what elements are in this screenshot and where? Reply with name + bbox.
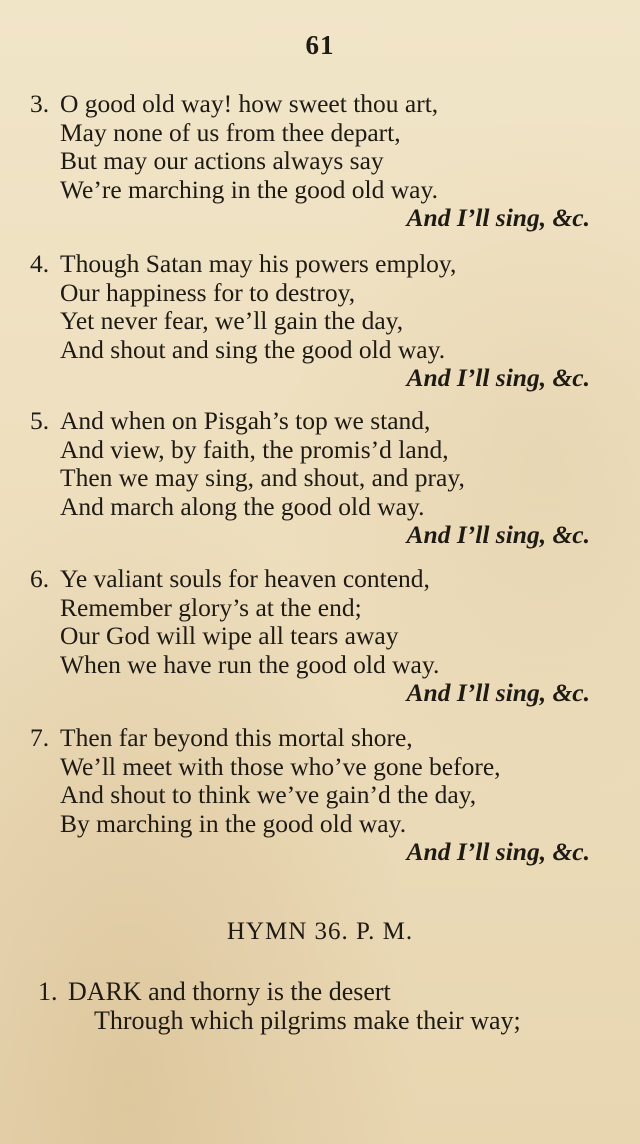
chorus-line: And I’ll sing, &c. [406, 520, 590, 550]
stanza-line: We’ll meet with those who’ve gone before, [60, 751, 501, 781]
stanza-line: And shout and sing the good old way. [60, 334, 446, 364]
stanza-line: By marching in the good old way. [60, 808, 407, 838]
stanza-line: And view, by faith, the promis’d land, [60, 434, 449, 464]
stanza-7 [30, 724, 590, 867]
stanza-line: And march along the good old way. [60, 491, 425, 521]
stanza-3 [30, 90, 590, 233]
chorus-line: And I’ll sing, &c. [406, 363, 590, 393]
stanza-number: 6. [30, 564, 50, 593]
stanza-line: 4. Though Satan may his powers employ, [30, 249, 457, 278]
chorus-line: And I’ll sing, &c. [406, 203, 590, 233]
stanza-5 [30, 407, 590, 550]
hymn-stanza-1 [38, 978, 598, 1035]
stanza-line: Through which pilgrims make their way; [94, 1005, 521, 1035]
stanza-number: 5. [30, 406, 50, 435]
stanza-number: 1. [38, 977, 58, 1006]
hymn-title: HYMN 36. P. M. [226, 918, 414, 945]
stanza-line: 6. Ye valiant souls for heaven contend, [30, 564, 430, 593]
page-number: 61 [305, 30, 335, 60]
stanza-line: We’re marching in the good old way. [60, 174, 438, 204]
stanza-line: Then we may sing, and shout, and pray, [60, 463, 465, 493]
stanza-number: 3. [30, 89, 50, 118]
stanza-6 [30, 565, 590, 708]
stanza-line: 3. O good old way! how sweet thou art, [30, 89, 439, 118]
stanza-line: But may our actions always say [60, 146, 384, 176]
stanza-line: 7. Then far beyond this mortal shore, [30, 723, 413, 752]
stanza-line: 5. And when on Pisgah’s top we stand, [30, 406, 431, 435]
stanza-line: Remember glory’s at the end; [60, 592, 362, 622]
stanza-line: Yet never fear, we’ll gain the day, [60, 306, 404, 336]
stanza-number: 4. [30, 249, 50, 278]
stanza-line: Our God will wipe all tears away [60, 621, 399, 651]
chorus-line: And I’ll sing, &c. [406, 837, 590, 867]
stanza-4 [30, 250, 590, 393]
stanza-line: When we have run the good old way. [60, 649, 440, 679]
stanza-number: 7. [30, 723, 50, 752]
stanza-line: Our happiness for to destroy, [60, 277, 356, 307]
stanza-line: And shout to think we’ve gain’d the day, [60, 780, 477, 810]
stanza-line: 1. DARK and thorny is the desert [38, 977, 391, 1006]
stanza-line: May none of us from thee depart, [60, 117, 401, 147]
chorus-line: And I’ll sing, &c. [406, 678, 590, 708]
